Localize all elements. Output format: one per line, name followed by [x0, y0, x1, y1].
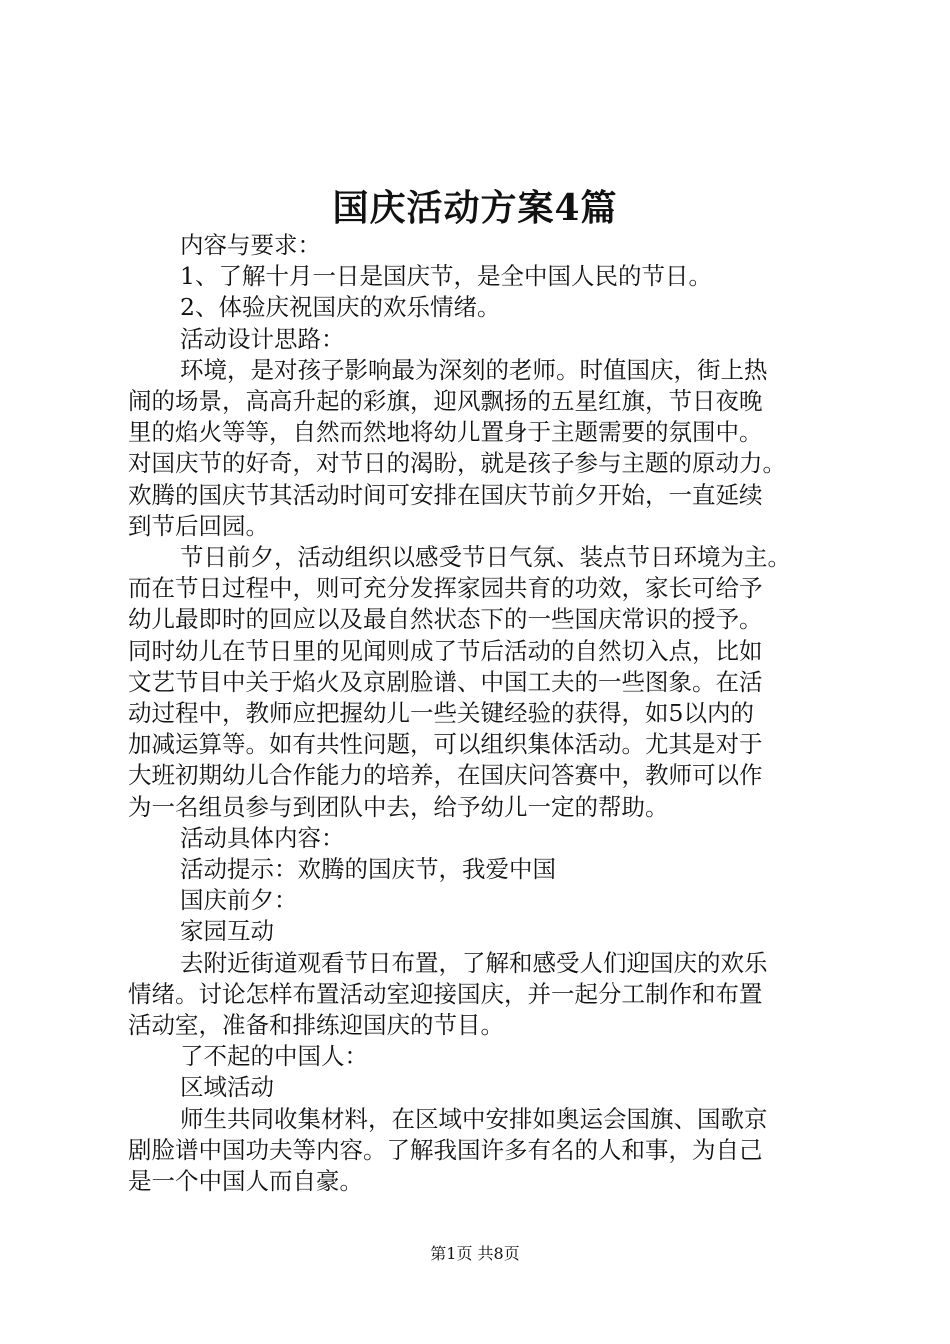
- body-line: 家园互动: [180, 917, 274, 946]
- body-line: 同时幼儿在节日里的见闻则成了节后活动的自然切入点，比如: [128, 636, 763, 665]
- body-line: 而在节日过程中，则可充分发挥家园共育的功效，家长可给予: [128, 574, 763, 603]
- body-line: 剧脸谱中国功夫等内容。了解我国许多有名的人和事，为自己: [128, 1135, 763, 1164]
- body-line: 为一名组员参与到团队中去，给予幼儿一定的帮助。: [128, 792, 669, 821]
- body-line: 节日前夕，活动组织以感受节日气氛、装点节日环境为主。: [180, 543, 791, 572]
- body-line: 内容与要求：: [180, 231, 321, 259]
- body-line: 活动具体内容：: [180, 823, 345, 852]
- body-line: 活动提示：欢腾的国庆节，我爱中国: [180, 855, 556, 884]
- body-line: 欢腾的国庆节其活动时间可安排在国庆节前夕开始，一直延续: [128, 480, 763, 509]
- body-line: 加减运算等。如有共性问题，可以组织集体活动。尤其是对于: [128, 730, 763, 759]
- body-line: 里的焰火等等，自然而然地将幼儿置身于主题需要的氛围中。: [128, 418, 763, 447]
- body-line: 区域活动: [180, 1073, 274, 1102]
- body-line: 师生共同收集材料，在区域中安排如奥运会国旗、国歌京: [180, 1104, 768, 1133]
- body-line: 国庆前夕：: [180, 886, 298, 915]
- body-line: 对国庆节的好奇，对节日的渴盼，就是孩子参与主题的原动力。: [128, 449, 786, 478]
- body-line: 闹的场景，高高升起的彩旗，迎风飘扬的五星红旗，节日夜晚: [128, 387, 763, 416]
- body-line: 是一个中国人而自豪。: [128, 1167, 363, 1196]
- body-line: 动过程中，教师应把握幼儿一些关键经验的获得，如5以内的: [128, 699, 754, 728]
- body-line: 去附近街道观看节日布置，了解和感受人们迎国庆的欢乐: [180, 948, 768, 977]
- document-title: 国庆活动方案4篇: [332, 187, 618, 229]
- page-footer: 第1页 共8页: [430, 1244, 520, 1263]
- body-line: 2、体验庆祝国庆的欢乐情绪。: [180, 293, 501, 322]
- body-line: 到节后回园。: [128, 511, 269, 540]
- body-line: 活动设计思路：: [180, 324, 345, 353]
- body-line: 大班初期幼儿合作能力的培养，在国庆问答赛中，教师可以作: [128, 761, 763, 790]
- body-line: 活动室，准备和排练迎国庆的节目。: [128, 1011, 504, 1040]
- body-line: 环境，是对孩子影响最为深刻的老师。时值国庆，街上热: [180, 355, 768, 384]
- document-body: [128, 230, 832, 1197]
- body-line: 了不起的中国人：: [180, 1042, 368, 1071]
- body-line: 幼儿最即时的回应以及最自然状态下的一些国庆常识的授予。: [128, 605, 763, 634]
- body-line: 1、了解十月一日是国庆节，是全中国人民的节日。: [180, 262, 712, 291]
- body-line: 情绪。讨论怎样布置活动室迎接国庆，并一起分工制作和布置: [128, 979, 763, 1008]
- body-line: 文艺节目中关于焰火及京剧脸谱、中国工夫的一些图象。在活: [128, 667, 763, 696]
